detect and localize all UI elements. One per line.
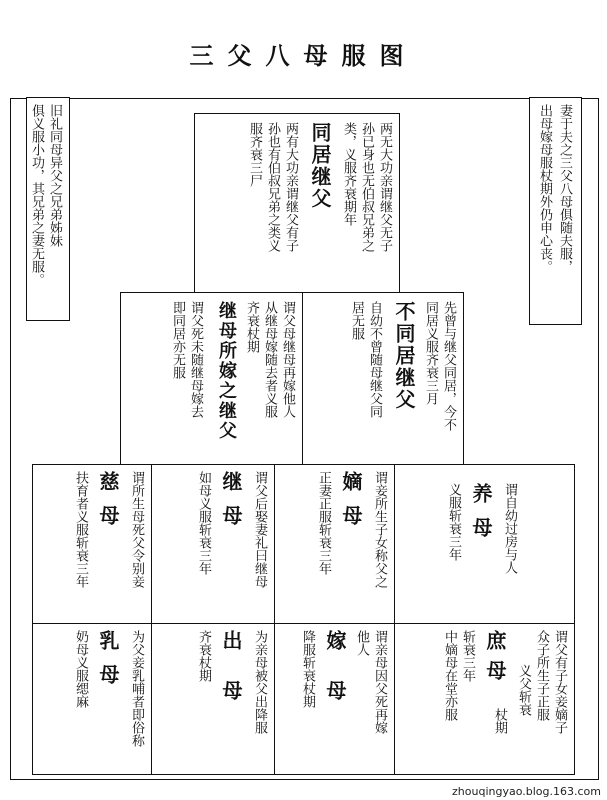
node-desc: 如母义服斩衰三年 — [196, 471, 211, 575]
node-desc: 从继母嫁随去者义服 — [262, 301, 277, 418]
note-left-line: 旧礼同母异父之兄弟姊妹 — [47, 104, 62, 247]
node-desc: 齐衰杖期 — [244, 301, 259, 353]
note-left-line: 俱义服小功，其兄弟之妻无服。 — [29, 104, 44, 286]
node-desc: 谓父后娶妻礼曰继母 — [252, 471, 267, 588]
node-desc: 谓自幼过房与人 — [502, 483, 517, 574]
node-desc: 众子所生子正服 — [534, 630, 549, 721]
node-name: 嫁母 — [323, 630, 347, 730]
node-dimu — [274, 464, 395, 624]
node-name: 出母 — [219, 630, 243, 730]
note-right — [529, 97, 582, 325]
node-name: 嫡母 — [339, 471, 363, 539]
node-desc: 谓妾所生子女称父之 — [372, 471, 387, 588]
node-desc: 两有大功亲谓继父有子 — [283, 122, 298, 252]
node-desc: 谓父有子女妾嫡子 — [552, 630, 567, 734]
node-butongju-jifu — [302, 292, 464, 465]
node-desc: 类，义服齐衰期年 — [341, 122, 356, 226]
node-desc: 服齐衰三尸 — [247, 122, 262, 187]
node-desc: 即同居亦无服 — [170, 301, 185, 379]
node-name: 养母 — [469, 483, 493, 551]
node-name: 同居继父 — [308, 122, 332, 210]
node-jimu — [151, 464, 275, 624]
node-jiamu — [274, 623, 395, 775]
node-desc: 孙已身也无伯叔兄弟之 — [359, 122, 374, 252]
node-desc: 正妻正服斩衰三年 — [316, 471, 331, 575]
node-desc: 孙也有伯叔兄弟之类义 — [265, 122, 280, 252]
node-desc: 谓父死未随继母嫁去 — [188, 301, 203, 418]
footer-watermark: zhouqingyao.blog.163.com — [452, 785, 601, 798]
node-desc: 为亲母被父出降服 — [252, 630, 267, 734]
node-desc: 谓父母继母再嫁他人 — [280, 301, 295, 418]
node-desc: 义服斩衰三年 — [446, 483, 461, 561]
node-name: 慈母 — [96, 471, 120, 539]
note-right-line: 出母嫁母服杖期外仍申心丧。 — [537, 104, 552, 273]
node-desc: 谓亲母因父死再嫁 — [372, 630, 387, 734]
node-desc: 为父妾乳哺者即俗称 — [129, 630, 144, 747]
node-tongju-jifu — [194, 113, 400, 293]
node-desc: 居无服 — [349, 301, 364, 340]
note-right-line: 妻于夫之三父八母俱随夫服， — [557, 104, 572, 273]
node-desc: 降服斩衰杖期 — [300, 630, 315, 708]
node-desc: 他人 — [354, 630, 369, 656]
node-desc: 谓所生母死父令别妾 — [129, 471, 144, 588]
node-yangmu — [394, 464, 575, 624]
node-jimu-jia-jifu — [120, 292, 303, 465]
node-desc: 奶母义服缌麻 — [73, 630, 88, 708]
node-desc: 齐衰杖期 — [196, 630, 211, 682]
node-desc: 先曾与继父同居，今不 — [441, 301, 456, 431]
node-chumu — [151, 623, 275, 775]
note-left — [26, 97, 70, 321]
node-name: 继母所嫁之继父 — [216, 301, 237, 441]
node-name: 庶母 — [483, 630, 507, 690]
node-desc: 义父斩衰 — [516, 664, 531, 716]
node-desc: 中嫡母在堂亦服 — [442, 630, 457, 721]
page-title: 三父八母服图 — [189, 41, 418, 70]
node-desc: 扶育者义服斩衰三年 — [73, 471, 88, 588]
node-name: 乳母 — [96, 630, 120, 698]
node-name: 不同居继父 — [392, 301, 416, 411]
node-desc: 同居义服齐衰三月 — [423, 301, 438, 405]
node-rumu — [32, 623, 152, 775]
node-name: 继母 — [219, 471, 243, 539]
node-desc: 斩衰三年 — [460, 630, 475, 682]
node-desc: 两无大功亲谓继父无子 — [377, 122, 392, 252]
node-cimu — [32, 464, 152, 624]
node-desc: 杖期 — [492, 708, 507, 734]
node-desc: 自幼不曾随母继父同 — [367, 301, 382, 418]
node-shumu — [394, 623, 575, 775]
